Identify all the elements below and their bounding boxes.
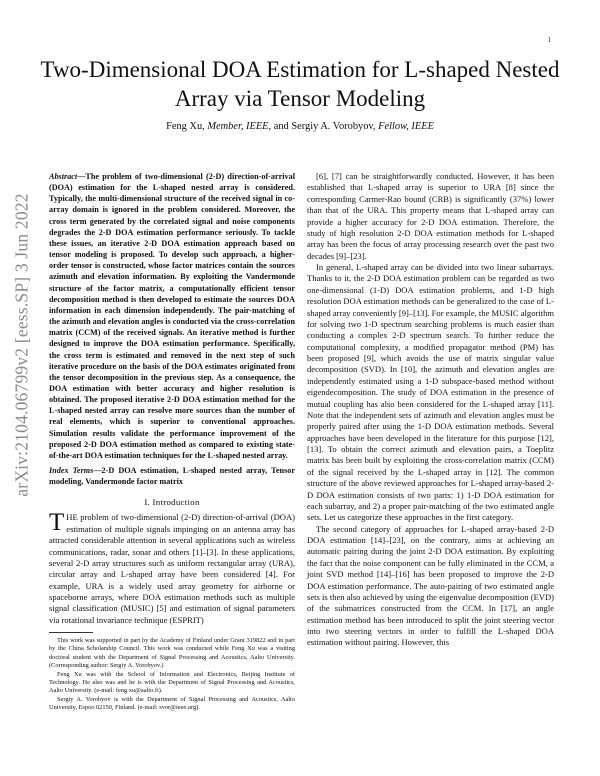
arxiv-watermark [8,130,36,560]
right-column [307,171,554,649]
index-terms-label: Index Terms [49,466,94,476]
abstract [49,171,295,461]
footnotes [49,637,295,712]
arxiv-id: arXiv:2104.06799v2 [eess.SP] 3 Jun 2022 [11,193,32,497]
intro-text: HE problem of two-dimensional (2-D) direction-of-arrival (DOA) estimation of multiple signals impinging on an antenna array has attracted considerable attention in several applications such as wireless communications, radar, sonar and others [1]–[3]. In these applications, several 2-D array structures such as uniform rectangular array (URA), circular array and L-shaped array have been considered [4]. For example, URA is a widely used array geometry for airborne or spaceborne arrays, where DOA estimation methods such as multiple signal classification (MUSIC) [5] and estimation of signal parameters via rotational invariance technique (ESPRIT) [49,512,295,625]
author-name: Feng Xu, [166,121,205,132]
section-heading: I. Introduction [144,497,200,508]
footnote: Sergiy A. Vorobyov is with the Department of Signal Processing and Acoustics, Aalto University, Espoo 02150, Finland. (e-mail: svor@ieee.org). [49,695,295,711]
page-number: 1 [547,36,551,44]
body-paragraph: [6], [7] can be straightforwardly conducted. However, it has been established that L-shaped array is superior to URA [8] since the corresponding Carmer-Rao bound (CRB) is significantly (37%) lower than that of the URA. This property means that L-shaped array can provide a higher accuracy for 2-D DOA estimation. Therefore, the study of high resolution 2-D DOA estimation methods for L-shaped array has been the focus of array processing research over the past two decades [9]–[23]. [307,171,554,261]
intro-paragraph [49,509,295,626]
footnote-rule [49,632,93,633]
right-body [307,171,554,649]
abstract-label: Abstract [49,172,78,181]
author-line [40,121,560,132]
intro-body [49,509,295,626]
author-role: Member, IEEE, [207,121,272,132]
footnote: Feng Xu was with the School of Information and Electronics, Beijing Institute of Technology. He also was and he is with the Department of Signal Processing and Acoustics, Aalto University. (e-mail: feng.xu@aalto.fi). [49,670,295,695]
author-role: Fellow, IEEE [378,121,434,132]
abstract-text: —The problem of two-dimensional (2-D) direction-of-arrival (DOA) estimation for the L-shaped nested array is considered. Typically, the multi-dimensional structure of the received signal in co-array domain is ignored in the problem considered. Moreover, the cross term generated by the correlated signal and noise components degrades the 2-D DOA estimation performance seriously. To tackle these issues, an iterative 2-D DOA estimation approach based on tensor modeling is proposed. To develop such approach, a higher-order tensor is constructed, whose factor matrices contain the sources azimuth and elevation information. By exploiting the Vandermonde structure of the factor matrix, a computationally efficient tensor decomposition method is then developed to estimate the sources DOA information in each dimension independently. The pair-matching of the azimuth and elevation angles is conducted via the cross-correlation matrix (CCM) of the received signals. An iterative method is further designed to improve the DOA estimation performance. Specifically, the cross term is estimated and removed in the next step of such iterative procedure on the basis of the DOA estimates originated from the tensor decomposition in the previous step. As a consequence, the DOA estimation with better accuracy and higher resolution is obtained. The proposed iterative 2-D DOA estimation method for the L-shaped nested array can resolve more sources than the number of real elements, which is superior to conventional approaches. Simulation results validate the performance improvement of the proposed 2-D DOA estimation method as compared to existing state-of-the-art DOA estimation techniques for the L-shaped nested array. [49,172,295,460]
index-terms-text: —2-D DOA estimation, L-shaped nested array, Tensor modeling, Vandermonde factor matrix [49,466,295,487]
index-terms [49,465,295,487]
left-column [49,171,295,712]
body-paragraph: In general, L-shaped array can be divided into two linear subarrays. Thanks to it, the 2-D DOA estimation problem can be regarded as two one-dimensional (1-D) DOA estimation problems, and 1-D high resolution DOA estimation methods can be generalized to the case of L-shaped array conveniently [9]–[13]. For example, the MUSIC algorithm for solving two 1-D spectrum searching problems is much easier than conducting a complex 2-D spectrum search. To further reduce the computational complexity, a modified propagator method (PM) has been proposed [9], which avoids the use of matrix singular value decomposition (SVD). In [10], the azimuth and elevation angles are independently estimated using a 1-D subspace-based method without eigendecomposition. The study of DOA estimation in the presence of mutual coupling has also been considered for the L-shaped array [11]. Note that the independent sets of azimuth and elevation angles must be properly paired after using the 1-D DOA estimation methods. Several approaches have been developed in the literature for this purpose [12], [13]. To obtain the correct azimuth and elevation pairs, a Toeplitz matrix has been built by exploiting the cross-correlation matrix (CCM) of the signal received by the L-shaped array in [12]. The common structure of the above reviewed approaches for L-shaped array-based 2-D DOA estimation consists of two parts: 1) 1-D DOA estimation for each subarray, and 2) a proper pair-matching of the two estimated angle sets. Let us categorize these approaches in the first category. [307,262,554,523]
footnote: This work was supported in part by the Academy of Finland under Grant 319822 and in part by the China Scholarship Council. This work was conducted while Feng Xu was a visiting doctoral student with the Department of Signal Processing and Acoustics, Aalto University. (Corresponding author: Sergiy A. Vorobyov.) [49,637,295,670]
body-paragraph: The second category of approaches for L-shaped array-based 2-D DOA estimation [14]–[23], on the contrary, aims at achieving an automatic pairing during the joint 2-D DOA estimation. By exploiting the fact that the noise component can be fully eliminated in the CCM, a joint SVD method [14]–[16] has been proposed to improve the 2-D DOA estimation performance. The auto-pairing of two estimated angle sets is then also achieved by using the eigenvalue decomposition (EVD) of the submatrices constructed from the CCM. In [17], an angle estimation method has been introduced to split the joint steering vector into two steering vectors in order to fulfill the L-shaped DOA estimation without pairing. However, this [307,523,554,648]
dropcap: T [49,509,65,537]
author-name: and Sergiy A. Vorobyov, [273,121,376,132]
paper-title: Two-Dimensional DOA Estimation for L-shaped Nested Array via Tensor Modeling [40,57,560,111]
